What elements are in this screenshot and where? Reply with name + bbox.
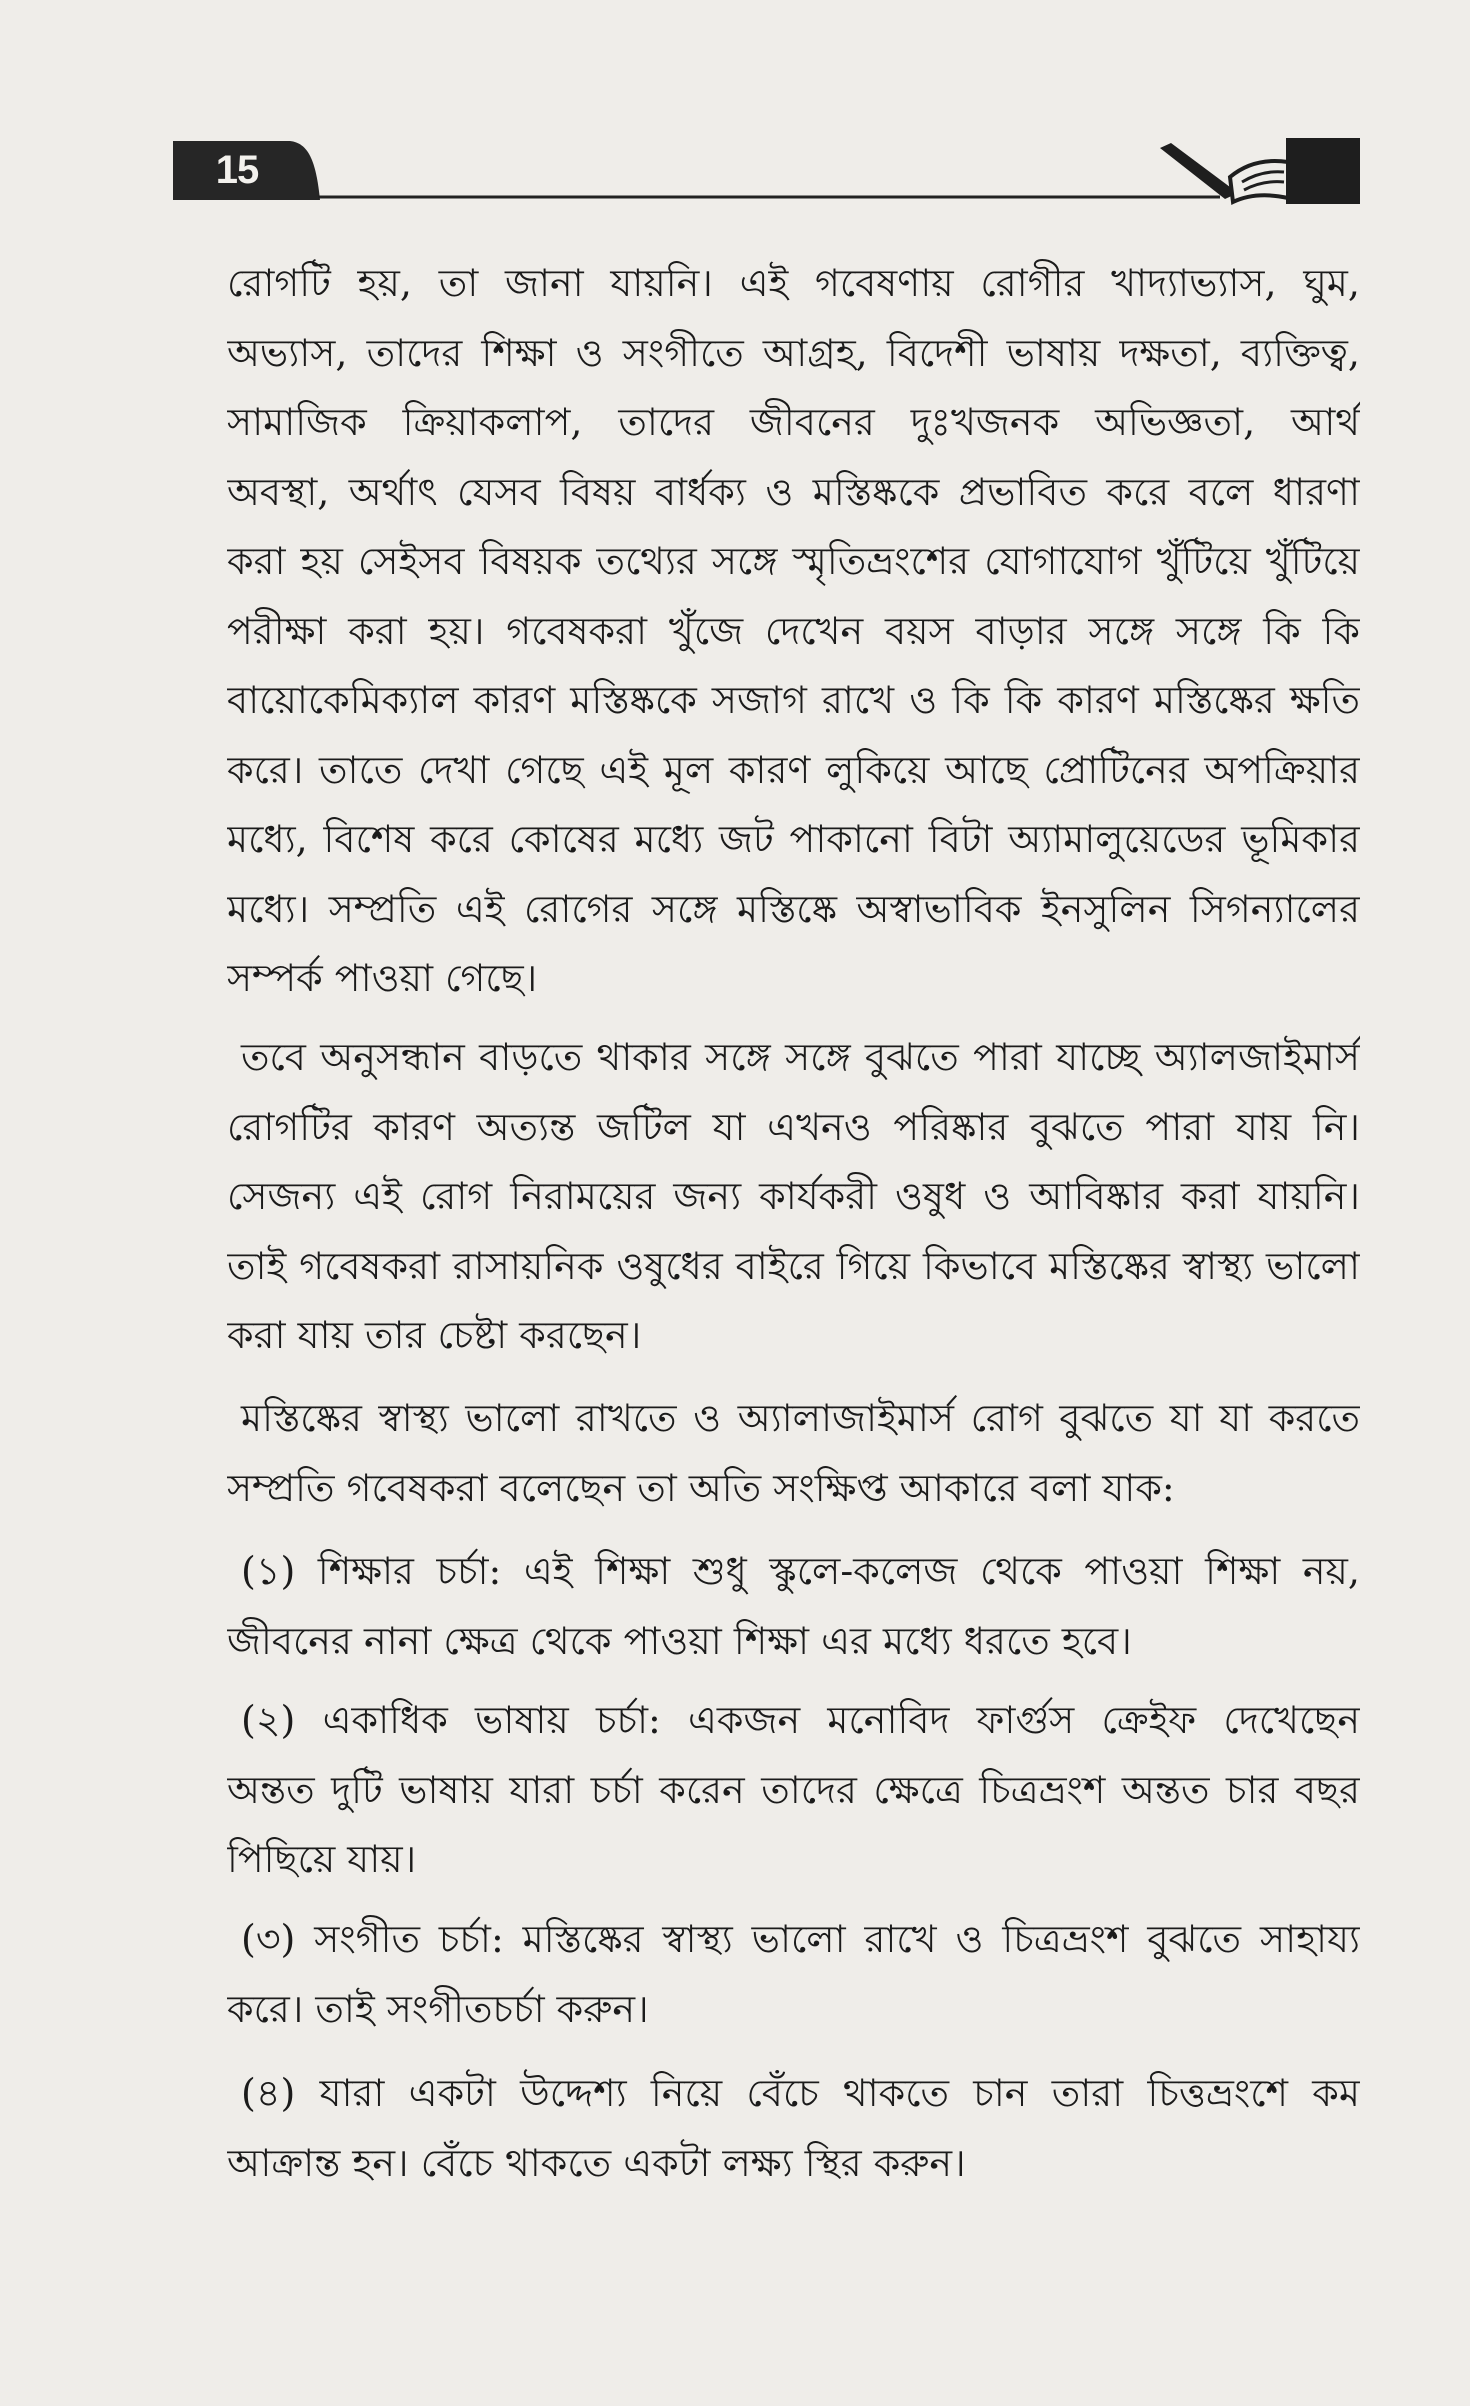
- text-line: বায়োকেমিক্যাল কারণ মস্তিষ্ককে সজাগ রাখে ও কি কি কারণ মস্তিষ্কের ক্ষতি: [227, 678, 1360, 722]
- text-line: সম্প্রতি গবেষকরা বলেছেন তা অতি সংক্ষিপ্ত আকারে বলা যাক:: [227, 1465, 1175, 1510]
- text-line: মস্তিষ্কের স্বাস্থ্য ভালো রাখতে ও অ্যালাজাইমার্স রোগ বুঝতে যা যা করতে: [241, 1396, 1360, 1440]
- text-line: পরীক্ষা করা হয়। গবেষকরা খুঁজে দেখেন বয়স বাড়ার সঙ্গে সঙ্গে কি কি: [227, 608, 1360, 653]
- text-line: সামাজিক ক্রিয়াকলাপ, তাদের জীবনের দুঃখজনক অভিজ্ঞতা, আর্থ: [227, 400, 1360, 444]
- list-item: [227, 1537, 1360, 1676]
- page-header: [0, 0, 1470, 240]
- paragraph: [227, 1023, 1360, 1371]
- text-line: (২) একাধিক ভাষায় চর্চা: একজন মনোবিদ ফার্গুস ক্রেইফ দেখেছেন: [241, 1698, 1360, 1742]
- text-line: মধ্যে, বিশেষ করে কোষের মধ্যে জট পাকানো বিটা অ্যামালুয়েডের ভূমিকার: [227, 817, 1360, 861]
- text-line: (৪) যারা একটা উদ্দেশ্য নিয়ে বেঁচে থাকতে চান তারা চিত্তভ্রংশে কম: [241, 2071, 1360, 2115]
- text-line: (৩) সংগীত চর্চা: মস্তিষ্কের স্বাস্থ্য ভালো রাখে ও চিত্রভ্রংশ বুঝতে সাহায্য: [241, 1917, 1360, 1961]
- list-item: [227, 1686, 1360, 1895]
- text-line: সম্পর্ক পাওয়া গেছে।: [227, 956, 538, 1000]
- text-line: অভ্যাস, তাদের শিক্ষা ও সংগীতে আগ্রহ, বিদেশী ভাষায় দক্ষতা, ব্যক্তিত্ব,: [227, 330, 1360, 375]
- text-line: (১) শিক্ষার চর্চা: এই শিক্ষা শুধু স্কুলে-কলেজ থেকে পাওয়া শিক্ষা নয়,: [241, 1549, 1360, 1593]
- header-graphics: [0, 0, 1470, 240]
- text-line: রোগটির কারণ অত্যন্ত জটিল যা এখনও পরিষ্কার বুঝতে পারা যায় নি।: [227, 1104, 1360, 1149]
- text-line: করা যায় তার চেষ্টা করছেন।: [227, 1313, 642, 1357]
- list-item: [227, 2059, 1360, 2198]
- text-line: করে। তাই সংগীতচর্চা করুন।: [227, 1986, 649, 2031]
- text-line: মধ্যে। সম্প্রতি এই রোগের সঙ্গে মস্তিষ্কে অস্বাভাবিক ইনসুলিন সিগন্যালের: [227, 886, 1360, 931]
- text-line: করে। তাতে দেখা গেছে এই মূল কারণ লুকিয়ে আছে প্রোটিনের অপক্রিয়ার: [227, 747, 1360, 792]
- text-line: করা হয় সেইসব বিষয়ক তথ্যের সঙ্গে স্মৃতিভ্রংশের যোগাযোগ খুঁটিয়ে খুঁটিয়ে: [227, 539, 1360, 583]
- text-line: তবে অনুসন্ধান বাড়তে থাকার সঙ্গে সঙ্গে বুঝতে পারা যাচ্ছে অ্যালজাইমার্স: [241, 1035, 1360, 1079]
- text-line: তাই গবেষকরা রাসায়নিক ওষুধের বাইরে গিয়ে কিভাবে মস্তিষ্কের স্বাস্থ্য ভালো: [227, 1243, 1360, 1288]
- text-line: অন্তত দুটি ভাষায় যারা চর্চা করেন তাদের ক্ষেত্রে চিত্রভ্রংশ অন্তত চার বছর: [227, 1767, 1360, 1812]
- text-line: আক্রান্ত হন। বেঁচে থাকতে একটা লক্ষ্য স্থির করুন।: [227, 2140, 966, 2185]
- book-pen-ornament-icon: [1160, 138, 1360, 204]
- page-number: 15: [215, 148, 259, 192]
- text-line: অবস্থা, অর্থাৎ যেসব বিষয় বার্ধক্য ও মস্তিষ্ককে প্রভাবিত করে বলে ধারণা: [227, 469, 1360, 514]
- text-line: জীবনের নানা ক্ষেত্র থেকে পাওয়া শিক্ষা এর মধ্যে ধরতে হবে।: [227, 1618, 1132, 1663]
- text-line: পিছিয়ে যায়।: [227, 1837, 417, 1881]
- text-line: রোগটি হয়, তা জানা যায়নি। এই গবেষণায় রোগীর খাদ্যাভ্যাস, ঘুম,: [227, 261, 1360, 305]
- text-line: সেজন্য এই রোগ নিরাময়ের জন্য কার্যকরী ওষুধ ও আবিষ্কার করা যায়নি।: [227, 1174, 1360, 1218]
- page-body: [227, 249, 1360, 2198]
- paragraph: [227, 1384, 1360, 1523]
- paragraph: [227, 249, 1360, 1014]
- list-item: [227, 1905, 1360, 2044]
